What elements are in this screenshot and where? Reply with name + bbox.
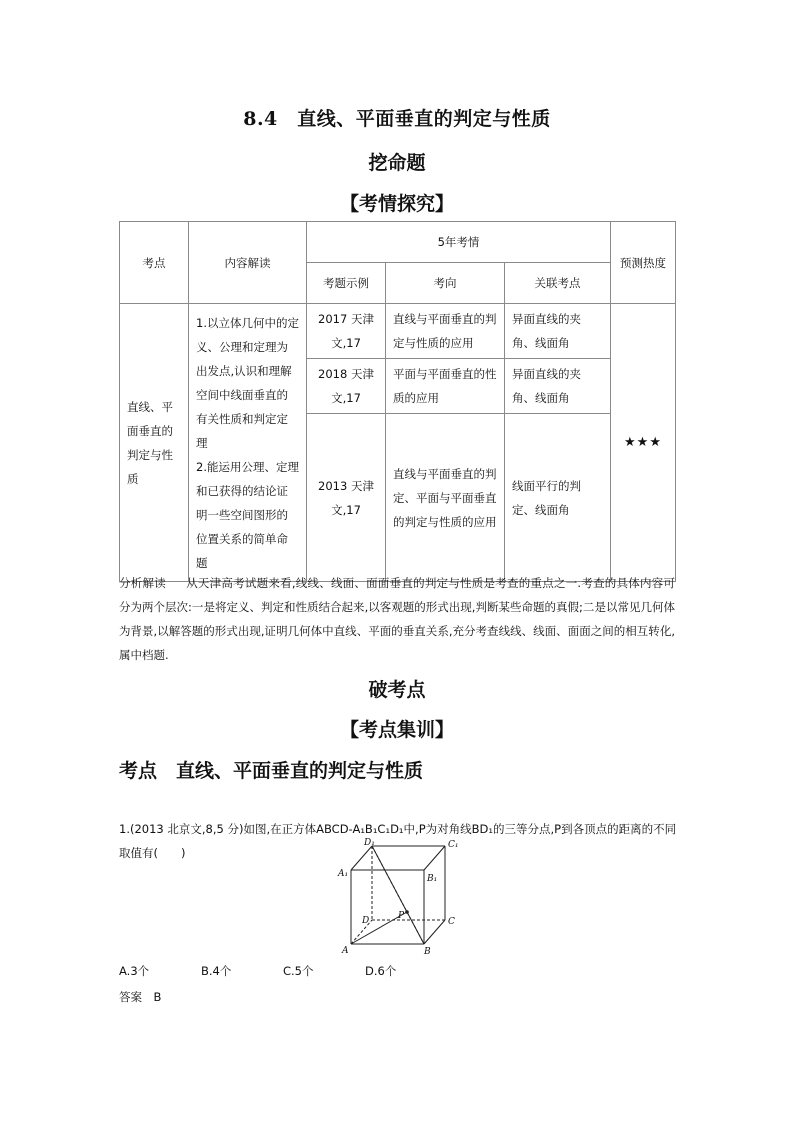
edge-a1d1 (351, 846, 372, 870)
cell-direction-1: 直线与平面垂直的判定与性质的应用 (386, 304, 505, 359)
segment-pd1 (372, 846, 407, 912)
segment-pb (407, 912, 424, 944)
analysis-text: 从天津高考试题来看,线线、线面、面面垂直的判定与性质是考查的重点之一.考查的具体内容可分为两个层次:一是将定义、判定和性质结合起来,以客观题的形式出现,判断某些命题的真假;二是以常见几何体为背景,以解答题的形式出现,证明几何体中直线、平面的垂直关系,充分考查线线、线面、面面之间的相互转化,属中档题. (119, 576, 675, 662)
label-d1: D₁ (364, 838, 375, 848)
edge-b1c1 (424, 846, 445, 870)
header-5year: 5年考情 (307, 222, 611, 263)
answer-options (119, 963, 679, 979)
label-d: D (362, 916, 370, 926)
cell-content: 1.以立体几何中的定义、公理和定理为出发点,认识和理解空间中线面垂直的有关性质和判定定理 2.能运用公理、定理和已获得的结论证明一些空间图形的位置关系的简单命题 (189, 304, 307, 582)
cell-example-2: 2018 天津文,17 (307, 359, 386, 414)
option-b: B.4个 (201, 964, 232, 978)
label-a1: A₁ (338, 869, 349, 879)
cell-direction-3: 直线与平面垂直的判定、平面与平面垂直的判定与性质的应用 (386, 414, 505, 582)
label-b: B (424, 947, 431, 957)
subsection-heading-jixun: 【考点集训】 (339, 719, 454, 741)
header-related: 关联考点 (505, 263, 611, 304)
option-d: D.6个 (365, 964, 397, 978)
header-yuce: 预测热度 (611, 222, 676, 304)
cell-heat-stars: ★★★ (611, 304, 676, 582)
edge-bc (424, 920, 445, 944)
section-heading-wamingti: 挖命题 (368, 152, 426, 174)
label-c: C (448, 917, 455, 927)
cell-related-3: 线面平行的判定、线面角 (505, 414, 611, 582)
section-heading-pokaodian: 破考点 (368, 679, 426, 701)
cell-related-2: 异面直线的夹角、线面角 (505, 359, 611, 414)
label-p: P (398, 911, 405, 921)
header-neirong: 内容解读 (189, 222, 307, 304)
option-c: C.5个 (283, 964, 314, 978)
analysis-paragraph (119, 571, 675, 667)
cube-figure (330, 836, 470, 960)
cell-example-1: 2017 天津文,17 (307, 304, 386, 359)
analysis-label: 分析解读 (119, 576, 166, 590)
subsection-heading-kaoqing: 【考情探究】 (339, 193, 454, 215)
point-p (405, 910, 409, 914)
header-direction: 考向 (386, 263, 505, 304)
header-kaodian: 考点 (120, 222, 189, 304)
kaodian-heading: 考点 直线、平面垂直的判定与性质 (119, 760, 424, 782)
exam-analysis-table (119, 221, 676, 582)
header-example: 考题示例 (307, 263, 386, 304)
answer-line: 答案 B (119, 990, 162, 1004)
option-a: A.3个 (119, 964, 150, 978)
cell-topic: 直线、平面垂直的判定与性质 (120, 304, 189, 582)
label-c1: C₁ (448, 840, 459, 850)
label-a: A (342, 946, 349, 956)
label-b1: B₁ (427, 874, 438, 884)
cell-direction-2: 平面与平面垂直的性质的应用 (386, 359, 505, 414)
question-1-text: 1.(2013 北京文,8,5 分)如图,在正方体ABCD-A₁B₁C₁D₁中,P为对角线BD₁的三等分点,P到各顶点的距离的不同取值有( ) (119, 822, 677, 860)
page-title: 8.4 直线、平面垂直的判定与性质 (243, 108, 551, 130)
cell-related-1: 异面直线的夹角、线面角 (505, 304, 611, 359)
cell-example-3: 2013 天津文,17 (307, 414, 386, 582)
